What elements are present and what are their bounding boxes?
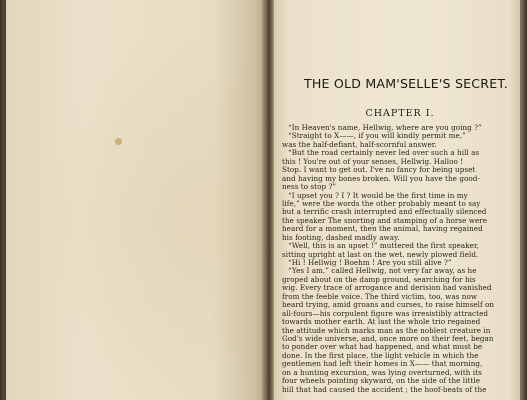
text-line: gentlemen had left their homes in X—— that morning, [282, 360, 483, 369]
text-line: Stop. I want to get out. I've no fancy for being upset [282, 166, 476, 175]
left-page-blank [6, 0, 264, 400]
text-line: the speaker The snorting and stamping of a horse were [282, 216, 488, 225]
text-line: wig. Every trace of arrogance and derision had vanished [282, 284, 492, 293]
body-text [282, 124, 518, 394]
text-line: “Yes I am,” called Hellwig, not very far away, as he [288, 267, 477, 276]
text-line: life,” were the words the other probably meant to say [282, 199, 481, 208]
text-line: done. In the first place, the light vehicle in which the [282, 351, 479, 360]
text-line: “But the road certainly never led over such a hill as [288, 149, 480, 158]
text-line: to ponder over what had happened, and what must be [282, 343, 483, 352]
text-line: hill that had caused the accident ; the hoof-beats of the [282, 385, 487, 394]
text-line: towards mother earth. At last the whole trio regained [282, 318, 481, 327]
text-line: was the half-defiant, half-scornful answer. [282, 140, 437, 149]
book-edge [520, 0, 527, 400]
text-line: “Straight to X——, if you will kindly permit me,” [288, 132, 466, 141]
text-line: but a terrific crash interrupted and effectually silenced [282, 208, 487, 217]
text-line: heard trying, amid groans and curses, to raise himself on [282, 301, 495, 310]
text-line: the attitude which marks man as the noblest creature in [282, 326, 491, 335]
text-line: heard for a moment, then the animal, having regained [282, 225, 483, 234]
book-title: THE OLD MAM'SELLE'S SECRET. [303, 76, 508, 91]
text-line: sitting upright at last on the wet, newly plowed field. [282, 250, 479, 259]
text-line: and having my bones broken. Will you have the good- [282, 174, 480, 183]
text-line: God's wide universe, and, once more on their feet, began [282, 334, 494, 343]
text-line: “I upset you ? I ? It would be the first time in my [288, 191, 468, 200]
text-line: ness to stop ?” [282, 183, 337, 192]
text-line: this ! You're out of your senses, Hellwig. Halloo ! [282, 157, 464, 166]
chapter-heading: CHAPTER I. [365, 108, 435, 119]
text-line: “Hi ! Hellwig ! Boehm ! Are you still alive ?” [288, 259, 452, 267]
text-line: his footing, dashed madly away. [282, 233, 400, 242]
text-line: from the feeble voice. The third victim, too, was now [282, 292, 478, 301]
text-line: “Well, this is an upset !” muttered the first speaker, [288, 242, 479, 251]
text-line: groped about on the damp ground, searching for his [282, 275, 476, 284]
text-line: all-fours—his corpulent figure was irresistibly attracted [282, 309, 489, 318]
text-line: on a hunting excursion, was lying overturned, with its [282, 368, 482, 377]
text-line: “In Heaven's name, Hellwig, where are you going ?” [288, 124, 482, 132]
text-line: four wheels pointing skyward, on the side of the little [282, 377, 481, 386]
paper-stain [115, 138, 122, 145]
